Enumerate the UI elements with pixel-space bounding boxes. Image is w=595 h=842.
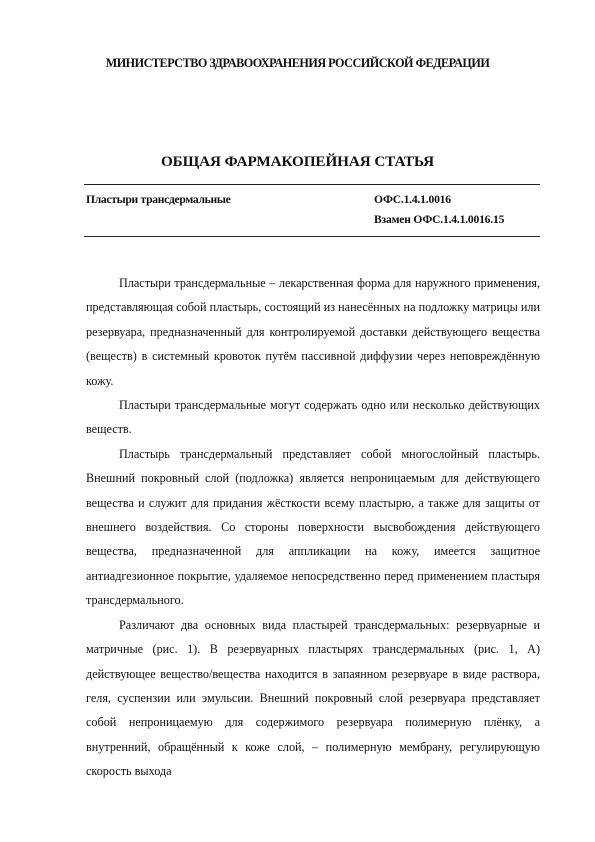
body-text [86,271,540,784]
replaces-code: Взамен ОФС.1.4.1.0016.15 [374,213,505,226]
top-rule [84,184,540,185]
paragraph-active-substances: Пластыри трансдермальные могут содержать одно или несколько действующих веществ. [86,398,540,437]
bottom-rule [84,236,540,237]
monograph-code: ОФС.1.4.1.0016 [374,193,451,206]
paragraph-types: Различают два основных вида пластырей трансдермальных: резервуарные и матричные (рис. 1). В резервуарных пластырях трансдермальных (рис. 1, А) действующее вещество/вещества находится в запаянном резервуаре в виде раствора, геля, суспензии или эмульсии. Внешний покровный слой резервуара представляет собой непроницаемую для содержимого резервуара полимерную плёнку, а внутренний, обращённый к коже слой, – полимерную мембрану, регулирующую скорость выхода [86,617,540,779]
paragraph-definition: Пластыри трансдермальные – лекарственная форма для наружного применения, представляющая собой пластырь, состоящий из нанесённых на подложку матрицы или резервуара, предназначенный для контролируемой доставки действующего вещества (веществ) в системный кровоток путём пассивной диффузии через неповреждённую кожу. [86,276,540,388]
paragraph-structure: Пластырь трансдермальный представляет собой многослойный пластырь. Внешний покровный слой (подложка) является непроницаемым для действующего вещества и служит для придания жёсткости всему пластырю, а также для защиты от внешнего воздействия. Со стороны поверхности высвобождения действующего вещества, предназначенной для аппликации на кожу, имеется защитное антиадгезионное покрытие, удаляемое непосредственно перед применением пластыря трансдермального. [86,446,540,608]
monograph-name: Пластыри трансдермальные [86,193,231,206]
document-title: ОБЩАЯ ФАРМАКОПЕЙНАЯ СТАТЬЯ [160,153,435,170]
ministry-heading: МИНИСТЕРСТВО ЗДРАВООХРАНЕНИЯ РОССИЙСКОЙ ФЕДЕРАЦИИ [105,56,490,70]
